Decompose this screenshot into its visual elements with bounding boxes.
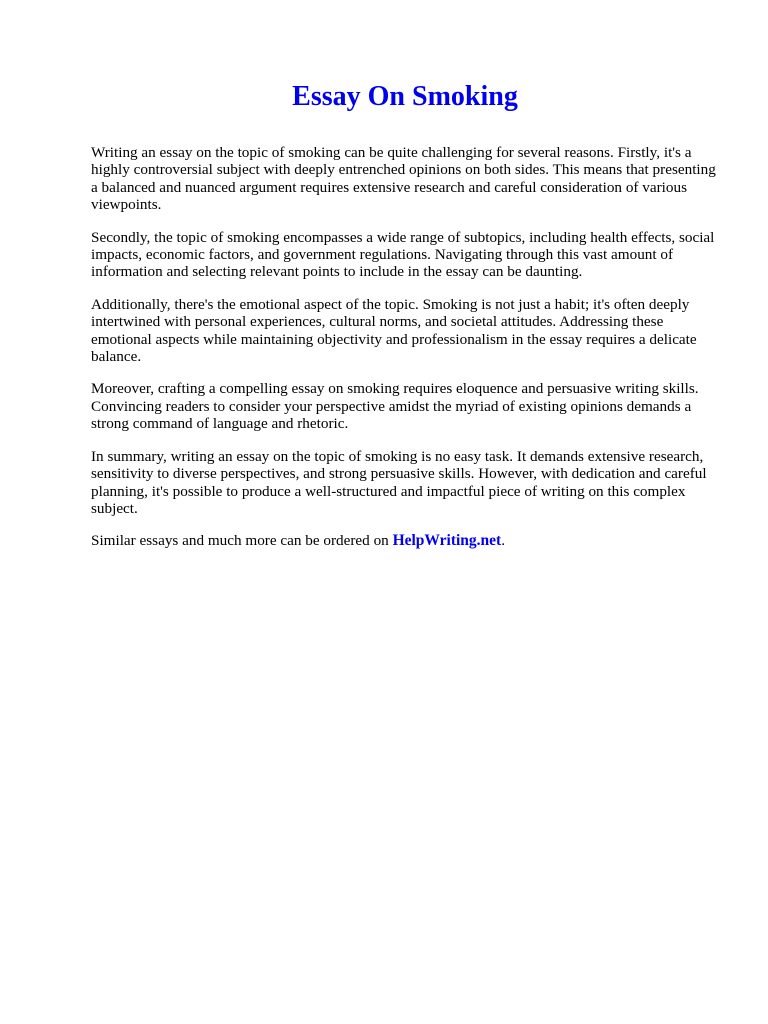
closing-prefix: Similar essays and much more can be ordered on [91,532,393,550]
paragraph-4: Moreover, crafting a compelling essay on smoking requires eloquence and persuasive writing skills. Convincing readers to consider your perspective amidst the myriad of existing opinions demands a strong command of language and rhetoric. [91,380,699,433]
closing-suffix: . [501,532,506,550]
paragraph-1: Writing an essay on the topic of smoking can be quite challenging for several reasons. Firstly, it's a highly controversial subject with deeply entrenched opinions on both sides. This means that presenting a balanced and nuanced argument requires extensive research and careful consideration of various viewpoints. [91,144,716,214]
helpwriting-link[interactable]: HelpWriting.net [392,532,502,550]
paragraph-2: Secondly, the topic of smoking encompasses a wide range of subtopics, including health effects, social impacts, economic factors, and government regulations. Navigating through this vast amount of information and selecting relevant points to include in the essay can be daunting. [91,228,715,281]
paragraph-5: In summary, writing an essay on the topic of smoking is no easy task. It demands extensive research, sensitivity to diverse perspectives, and strong persuasive skills. However, with dedication and careful planning, it's possible to produce a well-structured and impactful piece of writing on this complex subject. [91,447,707,517]
paragraph-3: Additionally, there's the emotional aspect of the topic. Smoking is not just a habit; it's often deeply intertwined with personal experiences, cultural norms, and societal attitudes. Addressing these emotional aspects while maintaining objectivity and professionalism in the essay requires a delicate balance. [91,295,697,366]
closing-paragraph [91,532,723,549]
document-body [91,144,723,565]
document-title: Essay On Smoking [292,81,518,112]
